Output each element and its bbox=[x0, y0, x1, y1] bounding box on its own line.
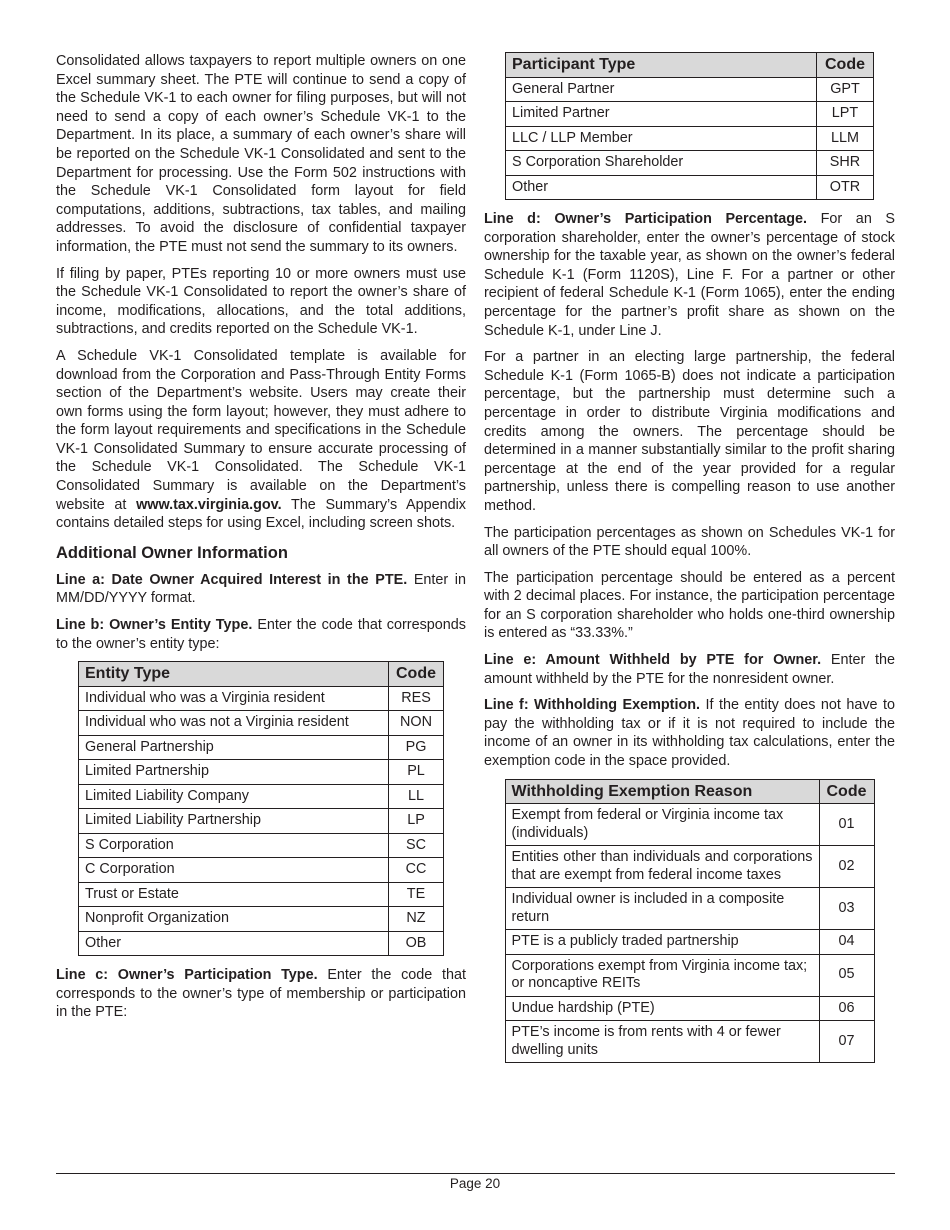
line-d-label: Line d: Owner’s Participation Percentage. bbox=[484, 211, 808, 227]
table-row bbox=[505, 1021, 874, 1063]
entity-type-cell: Trust or Estate bbox=[79, 882, 389, 907]
entity-type-cell: General Partnership bbox=[79, 735, 389, 760]
line-b-text: Enter the code that corresponds to the owner’s entity type: bbox=[56, 617, 467, 652]
entity-code-cell: LP bbox=[389, 809, 444, 834]
entity-type-cell: Individual who was a Virginia resident bbox=[79, 686, 389, 711]
table-row bbox=[505, 888, 874, 930]
entity-type-cell: Limited Partnership bbox=[79, 760, 389, 785]
table-row bbox=[505, 954, 874, 996]
table-header-row bbox=[506, 53, 874, 78]
participant-code-cell: SHR bbox=[817, 151, 874, 176]
participant-code-cell: LLM bbox=[817, 126, 874, 151]
line-e-text: Enter the amount withheld by the PTE for the nonresident owner. bbox=[484, 652, 896, 687]
left-column bbox=[56, 52, 466, 1030]
entity-code-cell: LL bbox=[389, 784, 444, 809]
entity-code-cell: CC bbox=[389, 858, 444, 883]
table-row bbox=[505, 804, 874, 846]
line-f-label: Line f: Withholding Exemption. bbox=[484, 697, 701, 714]
entity-type-cell: C Corporation bbox=[79, 858, 389, 883]
table-row bbox=[505, 996, 874, 1021]
entity-type-cell: Individual who was not a Virginia resident bbox=[79, 711, 389, 736]
table-header-row bbox=[505, 779, 874, 804]
right-column bbox=[484, 52, 895, 1073]
footer-divider bbox=[56, 1173, 895, 1174]
exemption-reason-cell: Exempt from federal or Virginia income tax (individuals) bbox=[505, 804, 819, 846]
table-row bbox=[79, 858, 444, 883]
entity-type-cell: Other bbox=[79, 931, 389, 956]
table-header-row bbox=[79, 662, 444, 687]
entity-code-cell: NZ bbox=[389, 907, 444, 932]
entity-code-cell: NON bbox=[389, 711, 444, 736]
table-row bbox=[79, 760, 444, 785]
participant-type-cell: S Corporation Shareholder bbox=[506, 151, 817, 176]
entity-code-cell: OB bbox=[389, 931, 444, 956]
line-e-label: Line e: Amount Withheld by PTE for Owner. bbox=[484, 652, 822, 669]
entity-type-header: Entity Type bbox=[79, 662, 389, 687]
template-text: A Schedule VK-1 Consolidated template is available for download from the Corporation and Pass-Through Entity Forms section of the Department’s website. Users may create their own forms using the form layout; however, they must adhere to the form layout requirements and specifications in the Schedule VK-1 Consolidated Summary to ensure accurate processing of the Schedule VK-1 Consolidated. The Schedule VK-1 Consolidated Summary is available on the Department’s website at bbox=[56, 347, 466, 513]
table-row bbox=[79, 686, 444, 711]
website-link[interactable]: www.tax.virginia.gov. bbox=[136, 496, 282, 513]
exemption-reason-header: Withholding Exemption Reason bbox=[505, 779, 819, 804]
table-row bbox=[79, 735, 444, 760]
participant-type-cell: General Partner bbox=[506, 77, 817, 102]
line-d-paragraph bbox=[484, 210, 895, 340]
participant-type-cell: Other bbox=[506, 175, 817, 200]
exemption-code-cell: 06 bbox=[819, 996, 874, 1021]
section-heading: Additional Owner Information bbox=[56, 543, 288, 562]
exemption-reason-cell: PTE’s income is from rents with 4 or fewer dwelling units bbox=[505, 1021, 819, 1063]
paragraph-decimal-places: The participation percentage should be entered as a percent with 2 decimal places. For instance, the participation percentage for an S corporation shareholder who holds one-third ownership is entered as “33.33%.” bbox=[484, 569, 895, 642]
exemption-reason-cell: PTE is a publicly traded partnership bbox=[505, 930, 819, 955]
paragraph-large-partnership: For a partner in an electing large partnership, the federal Schedule K-1 (Form 1065-B) does not indicate a participation percentage, but the partnership must determine such a percentage in order to distribute Virginia modifications and credits among the owners. The percentage should be determined in a manner substantially similar to the profit sharing percentage at the end of the year provided for a regular partnership, unless there is compelling reason to use another method. bbox=[484, 349, 895, 514]
table-row bbox=[79, 711, 444, 736]
table-row bbox=[505, 846, 874, 888]
exemption-reason-cell: Corporations exempt from Virginia income tax; or noncaptive REITs bbox=[505, 954, 819, 996]
line-b-label: Line b: Owner’s Entity Type. bbox=[56, 617, 253, 634]
exemption-reason-cell: Individual owner is included in a composite return bbox=[505, 888, 819, 930]
exemption-code-cell: 07 bbox=[819, 1021, 874, 1063]
table-row bbox=[506, 151, 874, 176]
entity-type-cell: S Corporation bbox=[79, 833, 389, 858]
exemption-code-cell: 03 bbox=[819, 888, 874, 930]
template-tail: The Summary’s Appendix contains detailed steps for using Excel, including screen shots. bbox=[56, 496, 466, 532]
line-f-paragraph bbox=[484, 696, 895, 770]
line-c-paragraph bbox=[56, 966, 466, 1022]
line-d-text: For an S corporation shareholder, enter the owner’s percentage of stock ownership for the taxable year, as shown on the owner’s federal Schedule K-1 (Form 1120S), Line F. For a partner or other recipient of federal Schedule K-1 (Form 1065), enter the ending percentage for the partner’s profit share as shown on the Schedule K-1, under Line J. bbox=[484, 211, 896, 339]
entity-code-cell: PL bbox=[389, 760, 444, 785]
table-row bbox=[506, 77, 874, 102]
entity-type-cell: Nonprofit Organization bbox=[79, 907, 389, 932]
exemption-code-cell: 05 bbox=[819, 954, 874, 996]
line-c-text: Enter the code that corresponds to the owner’s type of membership or participation in the PTE: bbox=[56, 967, 466, 1021]
entity-code-header: Code bbox=[389, 662, 444, 687]
participant-type-cell: Limited Partner bbox=[506, 102, 817, 127]
table-row bbox=[79, 907, 444, 932]
table-row bbox=[506, 102, 874, 127]
table-row bbox=[505, 930, 874, 955]
entity-code-cell: TE bbox=[389, 882, 444, 907]
page-number: Page 20 bbox=[449, 1176, 501, 1191]
participant-type-table bbox=[505, 52, 874, 200]
line-e-paragraph bbox=[484, 651, 895, 688]
table-row bbox=[79, 931, 444, 956]
table-row bbox=[506, 126, 874, 151]
paragraph-template bbox=[56, 347, 466, 533]
entity-type-cell: Limited Liability Company bbox=[79, 784, 389, 809]
entity-code-cell: RES bbox=[389, 686, 444, 711]
exemption-reason-cell: Entities other than individuals and corporations that are exempt from federal income taxes bbox=[505, 846, 819, 888]
entity-code-cell: SC bbox=[389, 833, 444, 858]
withholding-exemption-table bbox=[505, 779, 875, 1064]
entity-code-cell: PG bbox=[389, 735, 444, 760]
line-a-paragraph bbox=[56, 571, 466, 608]
paragraph-equal-100: The participation percentages as shown on Schedules VK-1 for all owners of the PTE should equal 100%. bbox=[484, 524, 895, 560]
participant-code-cell: GPT bbox=[817, 77, 874, 102]
line-a-text: Enter in MM/DD/YYYY format. bbox=[56, 571, 466, 607]
line-b-paragraph bbox=[56, 616, 466, 653]
exemption-reason-cell: Undue hardship (PTE) bbox=[505, 996, 819, 1021]
table-row bbox=[79, 833, 444, 858]
participant-code-cell: OTR bbox=[817, 175, 874, 200]
participant-code-cell: LPT bbox=[817, 102, 874, 127]
table-row bbox=[79, 784, 444, 809]
exemption-code-cell: 02 bbox=[819, 846, 874, 888]
paragraph-paper-filing: If filing by paper, PTEs reporting 10 or more owners must use the Schedule VK-1 Consolidated to report the owner’s share of income, modifications, allocations, and the total additions, subtractions, and credits reported on the Schedule VK-1. bbox=[56, 265, 466, 338]
participant-type-cell: LLC / LLP Member bbox=[506, 126, 817, 151]
participant-type-header: Participant Type bbox=[506, 53, 817, 78]
exemption-code-header: Code bbox=[819, 779, 874, 804]
table-row bbox=[79, 882, 444, 907]
exemption-code-cell: 01 bbox=[819, 804, 874, 846]
entity-type-cell: Limited Liability Partnership bbox=[79, 809, 389, 834]
entity-type-table bbox=[78, 661, 444, 956]
paragraph-consolidated-intro: Consolidated allows taxpayers to report multiple owners on one Excel summary sheet. The PTE will continue to send a copy of the Schedule VK-1 to each owner for filing purposes, but will not need to send a copy of each owner’s Schedule VK-1 to the Department. In its place, a summary of each owner’s share will be reported on the Schedule VK-1 Consolidated and sent to the Department for processing. Use the Form 502 instructions with the Schedule VK-1 Consolidated form layout for field computations, additions, subtractions, tax tables, and mailing addresses. To avoid the disclosure of confidential taxpayer information, the PTE must not send the summary to its owners. bbox=[56, 53, 466, 255]
table-row bbox=[506, 175, 874, 200]
line-a-label: Line a: Date Owner Acquired Interest in the PTE. bbox=[56, 571, 408, 588]
table-row bbox=[79, 809, 444, 834]
line-c-label: Line c: Owner’s Participation Type. bbox=[56, 967, 318, 984]
exemption-code-cell: 04 bbox=[819, 930, 874, 955]
line-f-text: If the entity does not have to pay the withholding tax or if it is not required to include the income of an owner in its withholding tax calculations, enter the exemption code in the space provided. bbox=[484, 697, 896, 770]
participant-code-header: Code bbox=[817, 53, 874, 78]
